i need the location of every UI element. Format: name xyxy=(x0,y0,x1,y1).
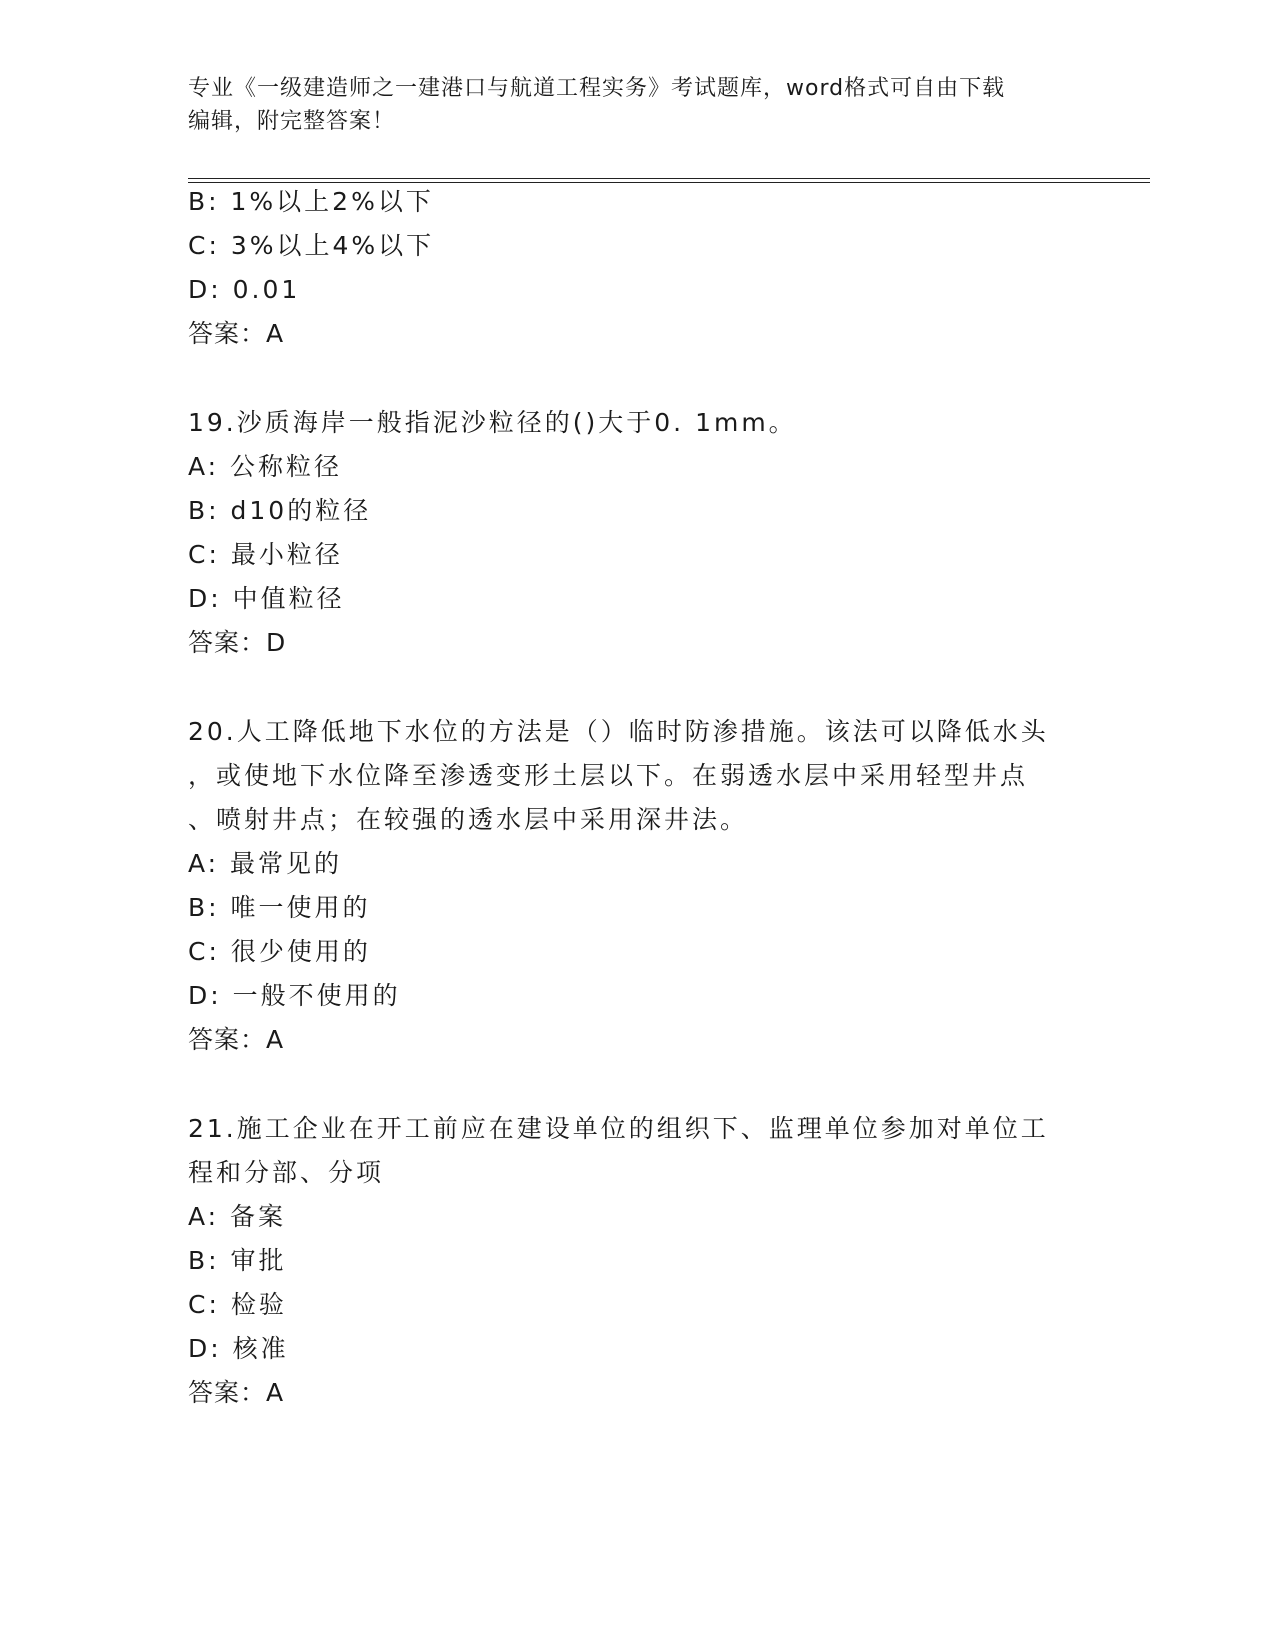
q19-option-b: B: d10的粒径 xyxy=(188,496,372,525)
q20-option-d: D: 一般不使用的 xyxy=(188,981,401,1010)
q19-option-a: A: 公称粒径 xyxy=(188,452,343,481)
prev-option-d: D: 0.01 xyxy=(188,275,301,304)
q19-option-d: D: 中值粒径 xyxy=(188,584,345,613)
q21-answer: 答案：A xyxy=(188,1378,285,1407)
q20-question-line-3: 、喷射井点；在较强的透水层中采用深井法。 xyxy=(188,805,749,834)
header-line-1: 专业《一级建造师之一建港口与航道工程实务》考试题库，word格式可自由下载 xyxy=(188,76,1006,101)
q19-question: 19.沙质海岸一般指泥沙粒径的()大于0. 1mm。 xyxy=(188,408,797,437)
q21-option-b: B: 审批 xyxy=(188,1246,287,1275)
q21-option-c: C: 检验 xyxy=(188,1290,287,1319)
q19-option-c: C: 最小粒径 xyxy=(188,540,343,569)
q21-option-d: D: 核准 xyxy=(188,1334,289,1363)
header-double-rule xyxy=(188,178,1150,183)
prev-option-b: B: 1%以上2%以下 xyxy=(188,187,434,216)
q21-option-a: A: 备案 xyxy=(188,1202,287,1231)
q20-question-line-2: ，或使地下水位降至渗透变形土层以下。在弱透水层中采用轻型井点 xyxy=(188,761,1029,790)
prev-option-c: C: 3%以上4%以下 xyxy=(188,231,435,260)
q19-answer: 答案：D xyxy=(188,628,287,657)
q20-answer: 答案：A xyxy=(188,1025,285,1054)
q20-option-b: B: 唯一使用的 xyxy=(188,893,371,922)
header-line-2: 编辑，附完整答案！ xyxy=(188,109,396,134)
q20-question-line-1: 20.人工降低地下水位的方法是（）临时防渗措施。该法可以降低水头 xyxy=(188,717,1049,746)
q20-option-a: A: 最常见的 xyxy=(188,849,343,878)
q21-question-line-2: 程和分部、分项 xyxy=(188,1158,385,1187)
prev-answer: 答案：A xyxy=(188,319,285,348)
document-header xyxy=(188,72,1068,138)
q21-question-line-1: 21.施工企业在开工前应在建设单位的组织下、监理单位参加对单位工 xyxy=(188,1114,1049,1143)
q20-option-c: C: 很少使用的 xyxy=(188,937,371,966)
